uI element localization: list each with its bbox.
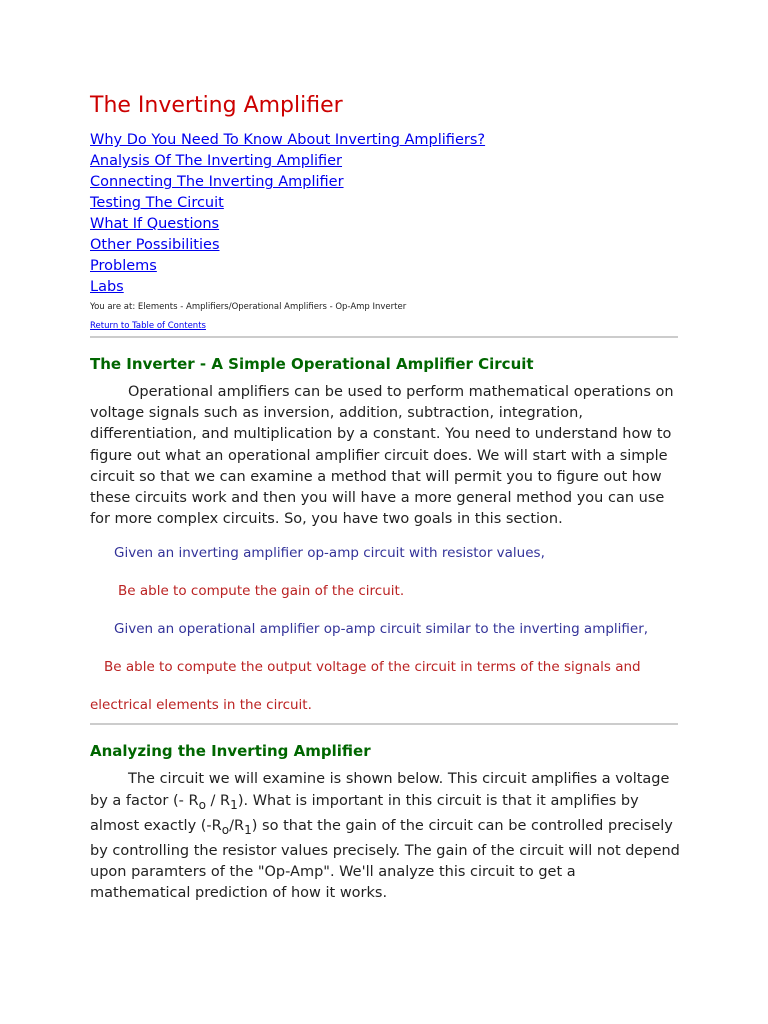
return-to-contents-link[interactable]: Return to Table of Contents [90, 321, 206, 331]
toc-item [90, 172, 680, 193]
goal-2-result: Be able to compute the output voltage of the circuit in terms of the signals and [104, 659, 641, 676]
toc-item [90, 214, 680, 235]
toc-item [90, 277, 680, 298]
toc-link-labs[interactable]: Labs [90, 279, 124, 295]
toc-link-what-if[interactable]: What If Questions [90, 216, 220, 232]
toc-link-connecting[interactable]: Connecting The Inverting Amplifier [90, 174, 344, 190]
divider [90, 336, 678, 338]
table-of-contents [90, 130, 680, 298]
goal-1-given: Given an inverting amplifier op-amp circuit with resistor values, [114, 545, 545, 562]
toc-link-analysis[interactable]: Analysis Of The Inverting Amplifier [90, 153, 343, 169]
intro-paragraph: Operational amplifiers can be used to perform mathematical operations on voltage signals such as inversion, addition, subtraction, integration, differentiation, and multiplication by a constant. You need to understand how to figure out what an operational amplifier circuit does. We will start with a simple circuit so that we can examine a method that will permit you to figure out how these circuits work and then you will have a more general method you can use for more complex circuits. So, you have two goals in this section. [90, 384, 674, 528]
toc-link-other-possibilities[interactable]: Other Possibilities [90, 237, 220, 253]
goal-1-result: Be able to compute the gain of the circuit. [118, 583, 405, 600]
section-heading-inverter: The Inverter - A Simple Operational Amplifier Circuit [90, 355, 534, 373]
divider [90, 723, 678, 725]
toc-item [90, 256, 680, 277]
toc-item [90, 130, 680, 151]
toc-link-problems[interactable]: Problems [90, 258, 157, 274]
toc-link-testing[interactable]: Testing The Circuit [90, 195, 224, 211]
section-heading-analyzing: Analyzing the Inverting Amplifier [90, 742, 371, 761]
document-page [90, 92, 680, 904]
breadcrumb: You are at: Elements - Amplifiers/Operational Amplifiers - Op-Amp Inverter [90, 302, 407, 312]
toc-link-why-know[interactable]: Why Do You Need To Know About Inverting Amplifiers? [90, 132, 486, 148]
goal-2-result-continued: electrical elements in the circuit. [90, 697, 312, 714]
goal-2-given: Given an operational amplifier op-amp circuit similar to the inverting amplifier, [114, 621, 649, 638]
toc-item [90, 235, 680, 256]
toc-item [90, 151, 680, 172]
toc-item [90, 193, 680, 214]
analysis-paragraph: The circuit we will examine is shown below. This circuit amplifies a voltage by a factor (- $R_o / R_1$). What is important in this circuit is that it amplifies by almost exactly $(-R_o/R_1)$ so that the gain of the circuit can be controlled precisely by controlling the resistor values precisely. The gain of the circuit will not depend upon paramters of the "Op-Amp". We'll analyze this circuit to get a mathematical prediction of how it works. [90, 771, 680, 902]
page-title: The Inverting Amplifier [90, 93, 343, 118]
